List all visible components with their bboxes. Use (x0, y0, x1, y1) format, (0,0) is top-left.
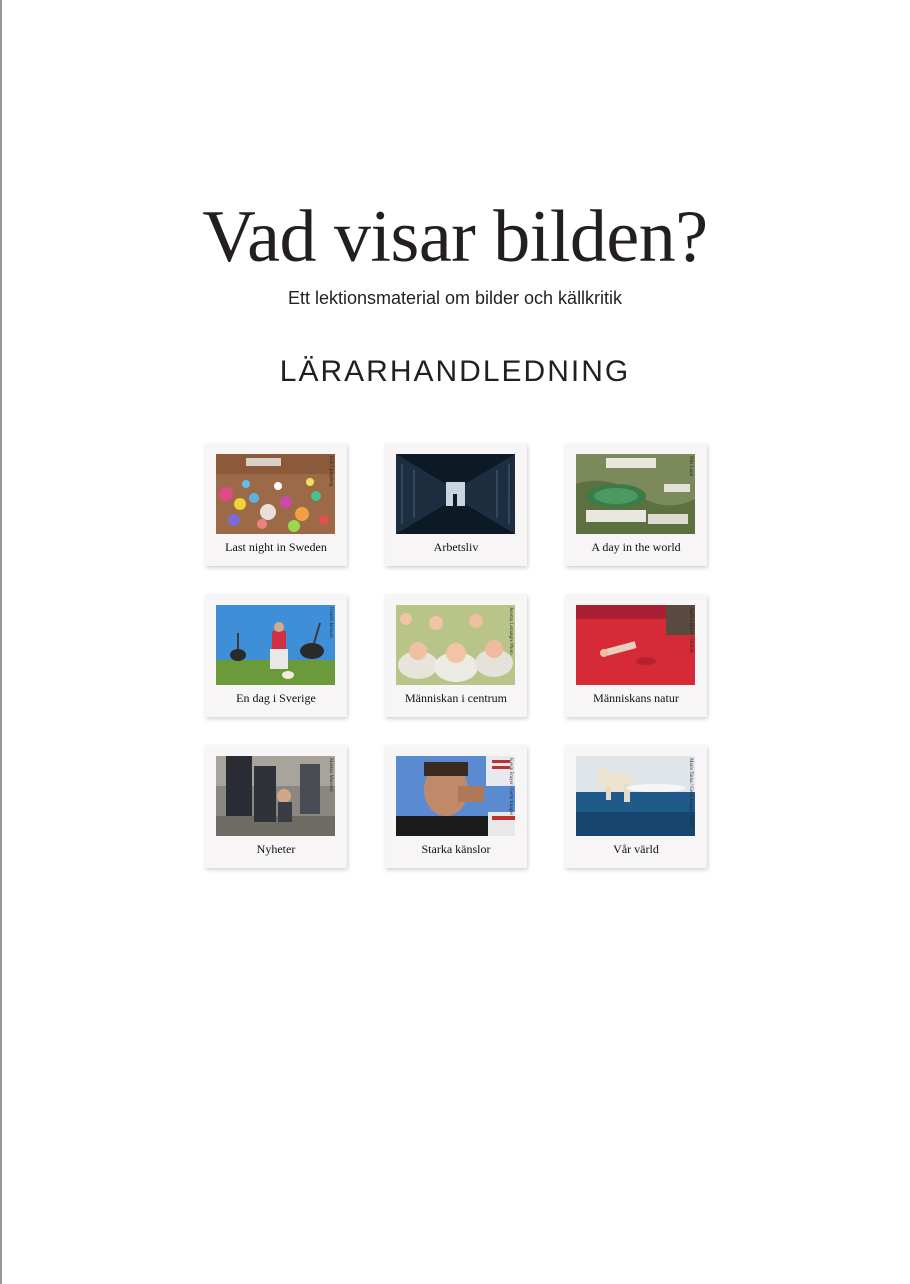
photo-credit: Mario Tama / Getty Images / AFP (688, 758, 693, 826)
server-hall-photo-icon (396, 454, 515, 534)
aerial-landscape-photo-icon (576, 454, 695, 534)
topic-card-manniskan-i-centrum[interactable] (385, 594, 527, 717)
babies-in-bowls-photo-icon (396, 605, 515, 685)
page-title: Vad visar bilden? (202, 196, 708, 278)
photo-credit: Kevin Frayer / Getty Images (508, 758, 513, 816)
card-caption: Människans natur (593, 691, 679, 705)
polar-bear-photo-icon (576, 756, 695, 836)
topic-card-manniskans-natur[interactable] (565, 594, 707, 717)
topic-card-a-day-in-the-world[interactable] (565, 443, 707, 566)
news-protest-photo-icon (216, 756, 335, 836)
photo-credit: Henrik Jansson (328, 607, 333, 638)
teacher-guide-label: LÄRARHANDLEDNING (279, 355, 631, 388)
topic-card-en-dag-i-sverige[interactable] (205, 594, 347, 717)
card-caption: A day in the world (591, 540, 681, 554)
page-subtitle: Ett lektionsmaterial om bilder och källkritik (287, 288, 623, 308)
card-caption: Arbetsliv (433, 540, 479, 554)
card-caption: Starka känslor (421, 842, 491, 856)
topic-card-starka-kanslor[interactable] (385, 745, 527, 868)
photo-credit: Markus Marcetic (328, 758, 333, 793)
card-caption: Människan i centrum (405, 691, 507, 705)
ostrich-farmer-photo-icon (216, 605, 335, 685)
photo-credit: Jeremy Lemaigre Photo (508, 607, 513, 655)
memorial-wall-photo-icon (216, 454, 335, 534)
card-caption: Nyheter (256, 842, 296, 856)
topic-card-var-varld[interactable] (565, 745, 707, 868)
topic-card-nyheter[interactable] (205, 745, 347, 868)
card-caption: Vår värld (613, 842, 659, 856)
photo-credit: Nils Lund (688, 456, 693, 477)
emotional-man-photo-icon (396, 756, 515, 836)
photo-credit: Jonathan Näckstrand / AFP (508, 456, 513, 511)
red-field-photo-icon (576, 605, 695, 685)
topic-card-last-night-in-sweden[interactable] (205, 443, 347, 566)
topic-card-arbetsliv[interactable] (385, 443, 527, 566)
card-caption: En dag i Sverige (236, 691, 316, 705)
topic-card-grid (205, 443, 709, 869)
card-caption: Last night in Sweden (225, 540, 327, 554)
photo-credit: Andrea Bruce / NOOR (688, 607, 693, 653)
photo-credit: Erik Ljungberg (328, 456, 333, 487)
